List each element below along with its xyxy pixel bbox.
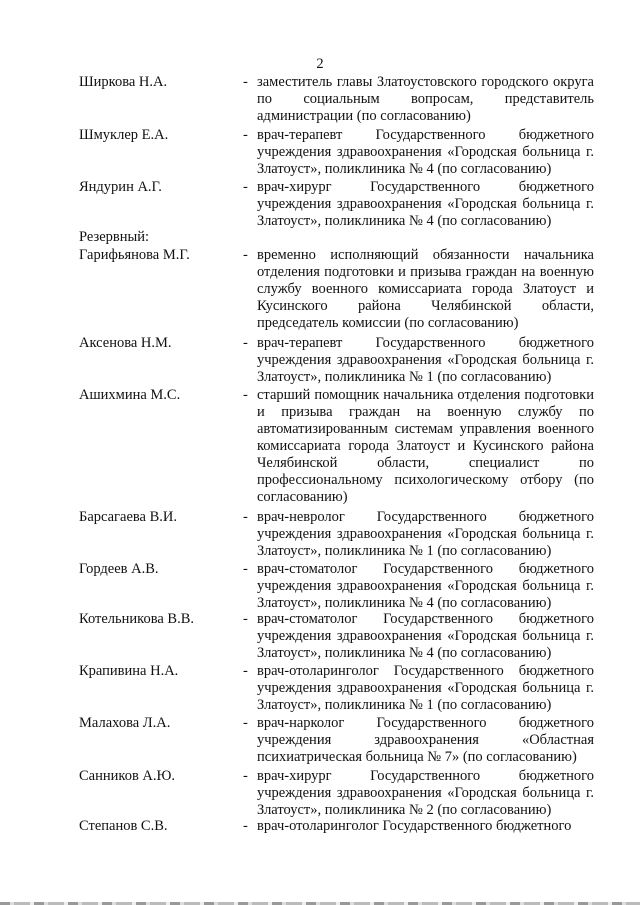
member-description: врач-терапевт Государственного бюджетного учреждения здравоохранения «Городская больница г. Златоуст», поликлиника № 1 (по согласованию) <box>257 335 594 385</box>
member-description: врач-отоларинголог Государственного бюджетного учреждения здравоохранения «Городская больница г. Златоуст», поликлиника № 1 (по согласованию) <box>257 663 594 713</box>
dash: - <box>243 715 248 731</box>
member-description: врач-хирург Государственного бюджетного учреждения здравоохранения «Городская больница г. Златоуст», поликлиника № 2 (по согласованию) <box>257 768 594 818</box>
dash: - <box>243 179 248 195</box>
member-description: временно исполняющий обязанности начальника отделения подготовки и призыва граждан на военную службу военного комиссариата города Златоуст и Кусинского района Челябинской области, председатель комиссии (по согласованию) <box>257 247 594 331</box>
member-name: Степанов С.В. <box>79 818 168 834</box>
dash: - <box>243 768 248 784</box>
dash: - <box>243 561 248 577</box>
dash: - <box>243 611 248 627</box>
member-name: Барсагаева В.И. <box>79 509 177 525</box>
member-name: Котельникова В.В. <box>79 611 195 627</box>
member-description: врач-нарколог Государственного бюджетного учреждения здравоохранения «Областная психиатрическая больница № 7» (по согласованию) <box>257 715 594 765</box>
member-name: Гарифьянова М.Г. <box>79 247 190 263</box>
member-name: Ашихмина М.С. <box>79 387 181 403</box>
member-description: врач-хирург Государственного бюджетного учреждения здравоохранения «Городская больница г. Златоуст», поликлиника № 4 (по согласованию) <box>257 179 594 229</box>
dash: - <box>243 335 248 351</box>
member-description: заместитель главы Златоустовского городского округа по социальным вопросам, представитель администрации (по согласованию) <box>257 74 594 124</box>
member-description: врач-отоларинголог Государственного бюджетного <box>257 818 572 834</box>
member-name: Аксенова Н.М. <box>79 335 172 351</box>
member-name: Санников А.Ю. <box>79 768 176 784</box>
member-description: врач-стоматолог Государственного бюджетного учреждения здравоохранения «Городская больница г. Златоуст», поликлиника № 4 (по согласованию) <box>257 561 594 611</box>
member-description: старший помощник начальника отделения подготовки и призыва граждан на военную службу по автоматизированным системам управления военного комиссариата города Златоуст и Кусинского района Челябинской области, специалист по профессиональному психологическому отбору (по согласованию) <box>257 387 594 505</box>
member-name: Ширкова Н.А. <box>79 74 168 90</box>
member-name: Шмуклер Е.А. <box>79 127 169 143</box>
member-name: Крапивина Н.А. <box>79 663 179 679</box>
member-description: врач-невролог Государственного бюджетного учреждения здравоохранения «Городская больница г. Златоуст», поликлиника № 1 (по согласованию) <box>257 509 594 559</box>
member-name: Малахова Л.А. <box>79 715 171 731</box>
dash: - <box>243 247 248 263</box>
page-number: 2 <box>316 56 324 72</box>
dash: - <box>243 127 248 143</box>
member-description: врач-терапевт Государственного бюджетного учреждения здравоохранения «Городская больница г. Златоуст», поликлиника № 4 (по согласованию) <box>257 127 594 177</box>
member-name: Гордеев А.В. <box>79 561 159 577</box>
reserve-label: Резервный: <box>79 229 150 245</box>
dash: - <box>243 387 248 403</box>
dash: - <box>243 509 248 525</box>
member-description: врач-стоматолог Государственного бюджетного учреждения здравоохранения «Городская больница г. Златоуст», поликлиника № 4 (по согласованию) <box>257 611 594 661</box>
dash: - <box>243 663 248 679</box>
member-name: Яндурин А.Г. <box>79 179 162 195</box>
dash: - <box>243 818 248 834</box>
dash: - <box>243 74 248 90</box>
